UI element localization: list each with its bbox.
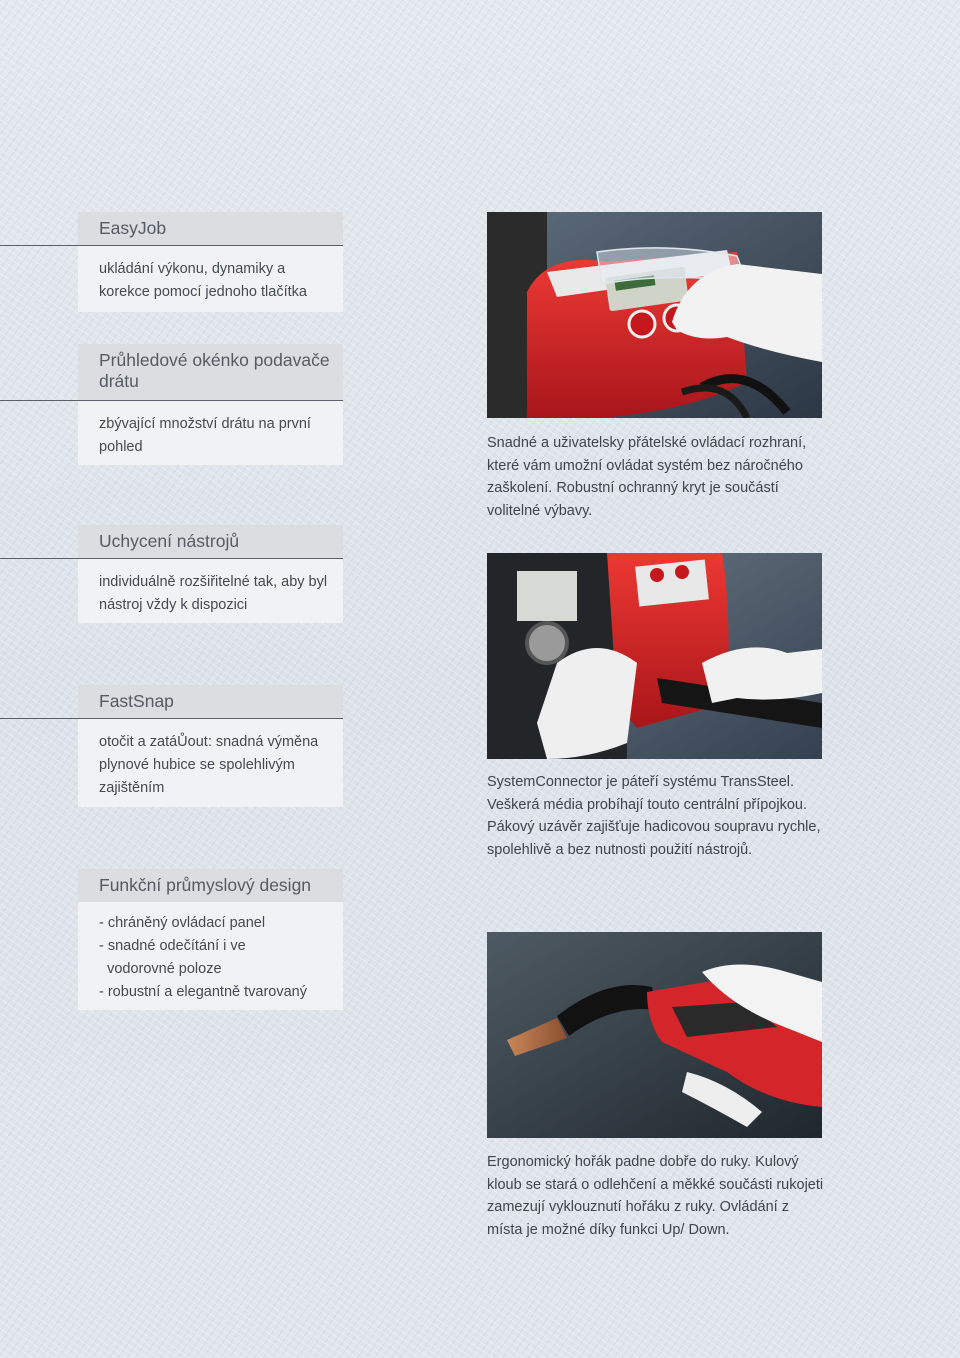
control-panel-caption: Snadné a uživatelsky přátelské ovládací rozhraní, které vám umožní ovládat systém bez náročného zaškolení. Robustní ochranný kryt je součástí volitelné výbavy. (487, 435, 807, 519)
feature-body (78, 902, 343, 1010)
feature-easyjob (0, 212, 343, 312)
feature-text: ukládání výkonu, dynamiky a korekce pomocí jednoho tlačítka (99, 261, 307, 300)
feature-title: Uchycení nástrojů (78, 525, 343, 558)
system-connector-illustration (487, 553, 822, 759)
feature-wire-window (0, 344, 343, 465)
feature-title: EasyJob (78, 212, 343, 245)
torch-caption: Ergonomický hořák padne dobře do ruky. Kulový kloub se stará o odlehčení a měkké součásti rukojeti zamezují vyklouznutí hořáku z ruky. Ovládání z místa je možné díky funkci Up/ Down. (487, 1154, 824, 1238)
feature-design (0, 869, 343, 1010)
list-item: - chráněný ovládací panel (99, 915, 266, 931)
torch-illustration (487, 932, 822, 1138)
control-panel-illustration (487, 212, 822, 418)
feature-title: Průhledové okénko podavače drátu (78, 344, 343, 400)
feature-text: individuálně rozšiřitelné tak, aby byl nástroj vždy k dispozici (99, 574, 332, 613)
feature-tool-holder (0, 525, 343, 623)
system-connector-photo (487, 553, 822, 759)
list-item: vodorovné poloze (99, 961, 222, 977)
feature-body (78, 246, 343, 312)
list-item: - snadné odečítání i ve (99, 938, 246, 954)
system-connector-caption: SystemConnector je páteří systému TransSteel. Veškerá média probíhají touto centrální přípojkou. Pákový uzávěr zajišťuje hadicovou soupravu rychle, spolehlivě a bez nutnosti použití nástrojů. (487, 774, 821, 858)
feature-title: Funkční průmyslový design (78, 869, 343, 902)
feature-body (78, 559, 343, 623)
feature-title: FastSnap (78, 685, 343, 718)
feature-body (78, 401, 343, 465)
torch-photo (487, 932, 822, 1138)
feature-text: otočit a zatáŮout: snadná výměna plynové hubice se spolehlivým zajištěním (99, 734, 323, 796)
feature-text: zbývající množství drátu na první pohled (99, 416, 315, 455)
feature-body (78, 719, 343, 807)
feature-fastsnap (0, 685, 343, 807)
control-panel-photo (487, 212, 822, 418)
list-item: - robustní a elegantně tvarovaný (99, 984, 307, 1000)
